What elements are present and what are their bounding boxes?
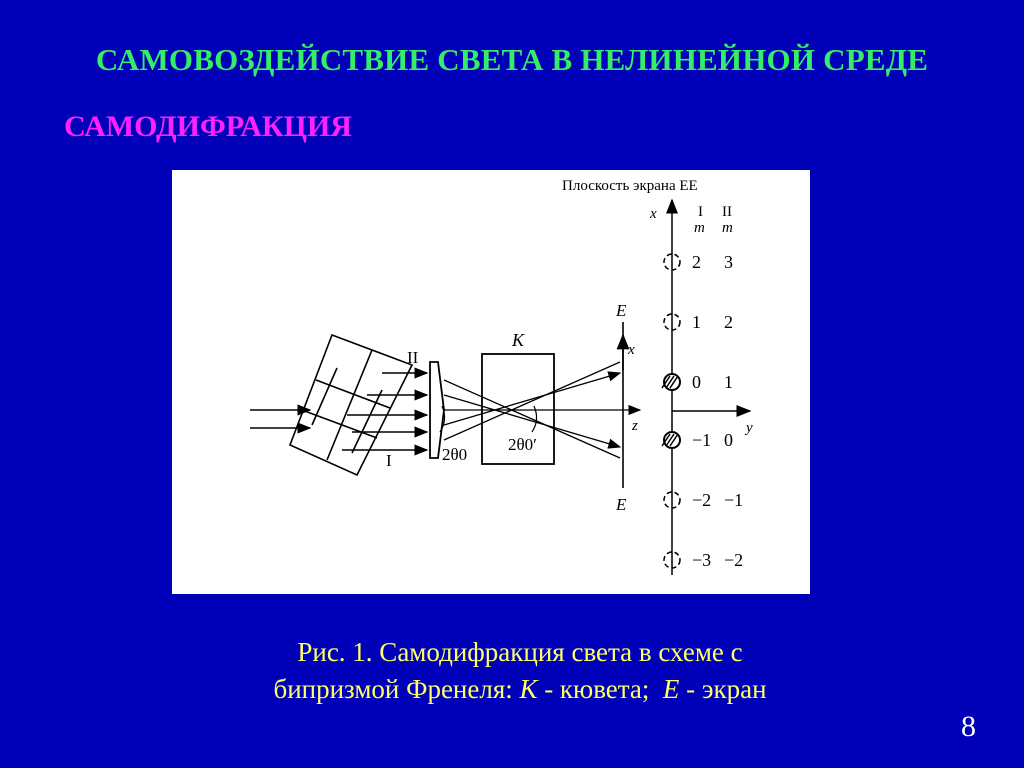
order-m2-label: 3	[724, 252, 733, 272]
order-m2-label: −2	[724, 550, 744, 570]
angle-label: 2θ0	[442, 445, 468, 464]
incoming-beams	[250, 410, 310, 428]
caption-e-desc: - экран	[679, 674, 767, 704]
col-m2-header: m	[722, 220, 733, 236]
screen-E-top-label: E	[616, 301, 627, 320]
order-m1-label: 0	[692, 372, 701, 392]
caption-k-desc: - кювета;	[537, 674, 663, 704]
order-m2-label: −1	[724, 490, 744, 510]
page-number: 8	[961, 710, 976, 743]
order-m1-label: −1	[692, 430, 712, 450]
order-m2-label: 2	[724, 312, 733, 332]
caption-k-letter: К	[519, 674, 538, 704]
col-II-header: II	[722, 204, 732, 220]
screen-y-label: y	[746, 420, 753, 436]
screen-plane-label: Плоскость экрана EE	[562, 178, 698, 194]
axis-x-label: x	[628, 342, 635, 358]
caption-prefix: бипризмой Френеля:	[273, 674, 520, 704]
slide-title: САМОВОЗДЕЙСТВИЕ СВЕТА В НЕЛИНЕЙНОЙ СРЕДЕ	[95, 42, 929, 77]
fresnel-biprism	[430, 362, 444, 458]
screen-x-label: x	[650, 206, 657, 222]
order-m2-label: 1	[724, 372, 733, 392]
beam-splitter-prism	[290, 335, 412, 475]
screen-plane-axes	[672, 200, 750, 575]
caption-line-2	[0, 671, 1024, 708]
slide-subtitle: САМОДИФРАКЦИЯ	[64, 110, 352, 143]
beam-I-label: I	[386, 451, 392, 470]
split-beams	[342, 373, 427, 450]
order-m1-label: 1	[692, 312, 701, 332]
order-m1-label: 2	[692, 252, 701, 272]
screen-E-bottom-label: E	[616, 495, 627, 514]
caption-line-1: Рис. 1. Самодифракция света в схеме с	[297, 637, 743, 667]
order-m1-label: −2	[692, 490, 712, 510]
crossing-beams	[444, 362, 640, 458]
diagram-figure	[172, 170, 810, 594]
angle-label-prime: 2θ0′	[508, 435, 537, 454]
self-diffraction-diagram	[172, 170, 810, 594]
beam-II-label: II	[407, 348, 419, 367]
figure-caption	[0, 634, 1024, 708]
cuvette-label: K	[512, 330, 525, 350]
col-m1-header: m	[694, 220, 705, 236]
axis-z-label: z	[632, 418, 638, 434]
col-I-header: I	[698, 204, 703, 220]
caption-e-letter: Е	[662, 674, 680, 704]
order-m2-label: 0	[724, 430, 733, 450]
order-m1-label: −3	[692, 550, 712, 570]
